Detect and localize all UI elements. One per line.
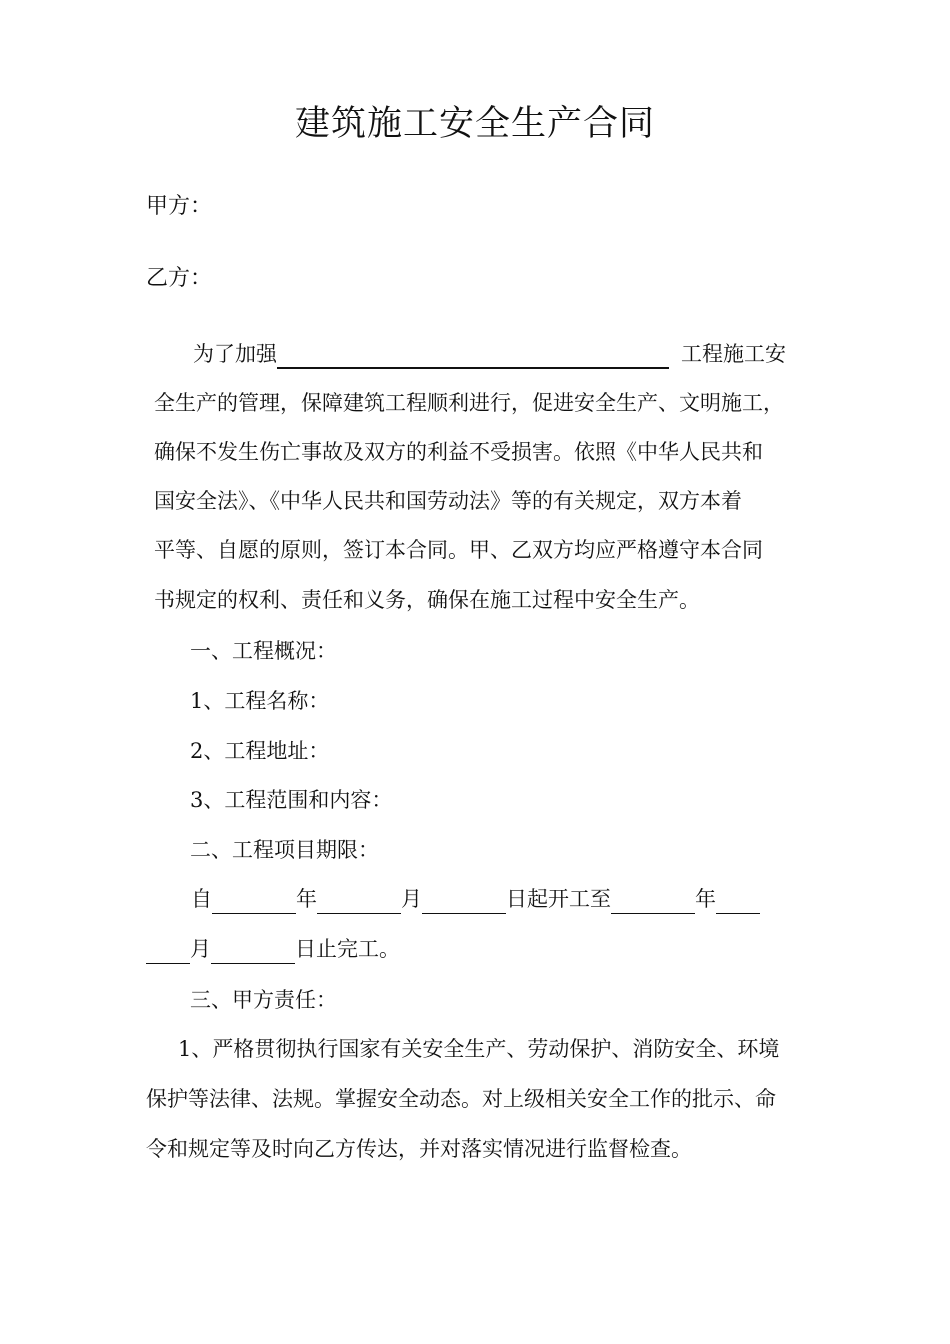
intro-line: 国安全法》、《中华人民共和国劳动法》等的有关规定，双方本着	[154, 489, 742, 513]
party-a-label: 甲方：	[146, 194, 213, 219]
section3-heading: 三、甲方责任：	[190, 988, 337, 1012]
start-day-blank	[422, 889, 506, 914]
responsibility-line: 1、严格贯彻执行国家有关安全生产、劳动保护、消防安全、环境	[178, 1037, 780, 1061]
start-day-text: 日起开工至	[506, 887, 611, 911]
end-year-blank	[611, 889, 695, 914]
year-text: 年	[296, 887, 317, 911]
from-text: 自	[191, 887, 212, 911]
end-month-blank-part2	[146, 939, 190, 964]
start-month-blank	[317, 889, 401, 914]
intro-line: 确保不发生伤亡事故及双方的利益不受损害。依照《中华人民共和	[154, 440, 763, 464]
end-day-blank	[211, 939, 295, 964]
intro-end-text: 工程施工安	[681, 342, 786, 366]
month-text: 月	[401, 887, 422, 911]
month-text: 月	[190, 937, 211, 961]
responsibility-line: 令和规定等及时向乙方传达，并对落实情况进行监督检查。	[146, 1137, 692, 1161]
intro-line: 平等、自愿的原则，签订本合同。甲、乙双方均应严格遵守本合同	[154, 538, 763, 562]
intro-start-text: 为了加强	[193, 342, 277, 366]
end-month-blank-part1	[716, 889, 760, 914]
section2-heading: 二、工程项目期限：	[190, 838, 379, 862]
period-line-1	[191, 884, 760, 914]
end-day-text: 日止完工。	[295, 937, 400, 961]
project-name-item: 1、工程名称：	[190, 689, 330, 713]
project-scope-item: 3、工程范围和内容：	[190, 788, 393, 812]
start-year-blank	[212, 889, 296, 914]
intro-first-line	[193, 339, 786, 369]
document-title: 建筑施工安全生产合同	[294, 104, 655, 144]
party-b-label: 乙方：	[146, 266, 213, 291]
year-text: 年	[695, 887, 716, 911]
section1-heading: 一、工程概况：	[190, 639, 337, 663]
period-line-2	[146, 934, 400, 964]
intro-line: 全生产的管理，保障建筑工程顺利进行，促进安全生产、文明施工，	[154, 391, 784, 415]
project-name-blank	[277, 341, 669, 369]
project-address-item: 2、工程地址：	[190, 739, 330, 763]
responsibility-line: 保护等法律、法规。掌握安全动态。对上级相关安全工作的批示、命	[146, 1087, 776, 1111]
intro-line: 书规定的权利、责任和义务，确保在施工过程中安全生产。	[154, 588, 700, 612]
